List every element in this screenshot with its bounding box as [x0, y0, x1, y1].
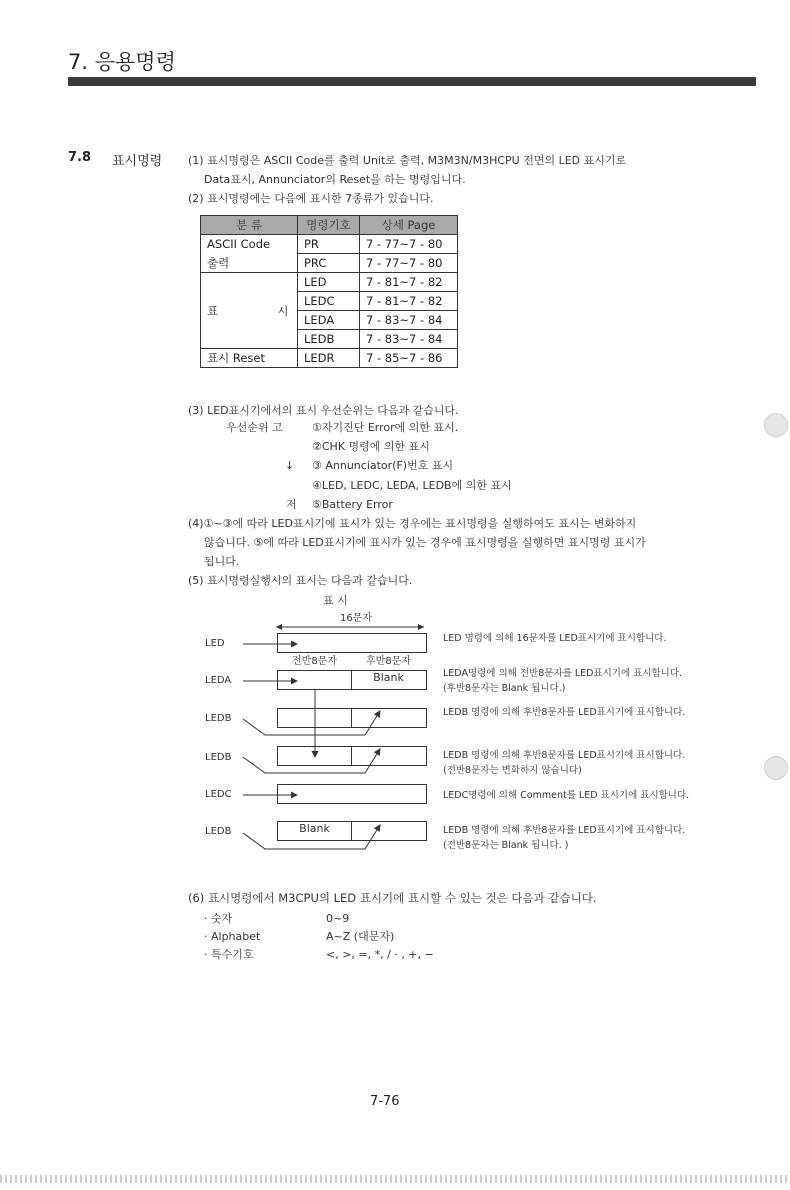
table-cell-command: LEDR	[298, 349, 360, 368]
display-label: 표 시	[323, 594, 348, 607]
note-leda-1: LEDA명령에 의해 전반8문자를 LED표시기에 표시합니다.	[443, 668, 683, 679]
note-ledb-3a: LEDB 명령에 의해 후반8문자를 LED표시기에 표시합니다.	[443, 825, 686, 836]
table-cell-command: LEDC	[298, 292, 360, 311]
command-table	[200, 215, 458, 368]
priority-item-2: ②CHK 명령에 의한 표시	[312, 440, 430, 453]
leda-blank-text: Blank	[373, 671, 404, 684]
item6-value-1: 0~9	[326, 912, 350, 925]
table-cell-command: PRC	[298, 254, 360, 273]
priority-intro: (3) LED표시기에서의 표시 우선순위는 다음과 같습니다.	[188, 404, 459, 417]
table-cell-command: LEDB	[298, 330, 360, 349]
table-cell-page: 7 - 83~7 - 84	[360, 330, 458, 349]
item6-value-3: <, >, =, *, / · , +, −	[326, 948, 434, 961]
item4-line2: 않습니다. ⑤에 따라 LED표시기에 표시가 있는 경우에 표시명령을 실행하면 표시명령 표시가	[204, 536, 646, 549]
priority-arrow: ↓	[285, 459, 295, 472]
note-ledc: LEDC명령에 의해 Comment를 LED 표시기에 표시합니다.	[443, 790, 690, 801]
row-label-ledb-2: LEDB	[205, 752, 232, 763]
priority-item-4: ④LED, LEDC, LEDA, LEDB에 의한 표시	[312, 479, 512, 492]
priority-item-1: ①자기진단 Error에 의한 표시.	[312, 421, 459, 434]
table-cell-command: PR	[298, 235, 360, 254]
item4-line3: 됩니다.	[204, 555, 240, 568]
priority-label-low: 저	[286, 498, 297, 511]
table-cell-command: LEDA	[298, 311, 360, 330]
table-cell-page: 7 - 81~7 - 82	[360, 273, 458, 292]
table-header-command: 명령기호	[298, 216, 360, 235]
diagram-arrows	[225, 625, 435, 855]
chars16-label: 16문자	[340, 613, 373, 624]
table-cell-command: LED	[298, 273, 360, 292]
table-cell-category: 표시 Reset	[201, 349, 298, 368]
last8-label: 후반8문자	[366, 656, 412, 667]
table-cell-category: ASCII Code	[201, 235, 298, 254]
item1-line1: (1) 표시명령은 ASCII Code를 출력 Unit로 출력, M3M3N/M3HCPU 전면의 LED 표시기로	[188, 154, 627, 167]
note-led: LED 명령에 의해 16문자를 LED표시기에 표시합니다.	[443, 633, 667, 644]
row-label-ledc: LEDC	[205, 789, 232, 800]
item5-intro: (5) 표시명령실행시의 표시는 다음과 같습니다.	[188, 574, 413, 587]
table-cell-category: 출력	[201, 254, 298, 273]
table-cell-page: 7 - 77~7 - 80	[360, 254, 458, 273]
note-ledb-1: LEDB 명령에 의해 후반8문자를 LED표시기에 표시합니다.	[443, 707, 686, 718]
table-cell-category-a: 표	[207, 303, 219, 318]
item6-label-3: · 특수기호	[204, 948, 254, 961]
table-cell-category-display	[201, 273, 298, 349]
table-header-page: 상세 Page	[360, 216, 458, 235]
note-ledb-2b: (전반8문자는 변화하지 않습니다)	[443, 765, 582, 776]
table-cell-page: 7 - 77~7 - 80	[360, 235, 458, 254]
row-label-leda: LEDA	[205, 675, 232, 686]
item2-text: (2) 표시명령에는 다음에 표시한 7종류가 있습니다.	[188, 192, 434, 205]
chapter-title: 7. 응용명령	[68, 50, 176, 74]
table-cell-category-b: 시	[277, 303, 289, 318]
item6-label-1: · 숫자	[204, 912, 233, 925]
row-label-led: LED	[205, 638, 225, 649]
priority-item-3: ③ Annunciator(F)번호 표시	[312, 459, 454, 472]
table-cell-page: 7 - 83~7 - 84	[360, 311, 458, 330]
ledb-blank-text: Blank	[299, 822, 330, 835]
note-ledb-3b: (전반8문자는 Blank 됩니다. )	[443, 840, 569, 851]
scan-edge	[0, 1175, 790, 1183]
section-number: 7.8	[68, 150, 92, 165]
note-leda-2: (후반8문자는 Blank 됩니다.)	[443, 683, 566, 694]
binder-hole-bottom	[764, 756, 788, 780]
item1-line2: Data표시, Annunciator의 Reset을 하는 명령입니다.	[204, 173, 466, 186]
binder-hole-top	[764, 413, 788, 437]
section-title: 표시명령	[112, 154, 163, 169]
row-label-ledb-3: LEDB	[205, 826, 232, 837]
header-rule	[68, 77, 756, 86]
first8-label: 전반8문자	[292, 656, 338, 667]
table-cell-page: 7 - 81~7 - 82	[360, 292, 458, 311]
note-ledb-2a: LEDB 명령에 의해 후반8문자를 LED표시기에 표시합니다.	[443, 750, 686, 761]
table-cell-page: 7 - 85~7 - 86	[360, 349, 458, 368]
row-label-ledb-1: LEDB	[205, 713, 232, 724]
table-header-category: 분 류	[201, 216, 298, 235]
priority-label-high: 우선순위 고	[226, 421, 283, 434]
priority-item-5: ⑤Battery Error	[312, 498, 393, 511]
page-number: 7-76	[370, 1094, 400, 1109]
item6-label-2: · Alphabet	[204, 930, 261, 943]
item6-value-2: A~Z (대문자)	[326, 930, 395, 943]
item6-intro: (6) 표시명령에서 M3CPU의 LED 표시기에 표시할 수 있는 것은 다음과 같습니다.	[188, 891, 597, 905]
item4-line1: (4)①~③에 따라 LED표시기에 표시가 있는 경우에는 표시명령을 실행하여도 표시는 변화하지	[188, 517, 637, 530]
